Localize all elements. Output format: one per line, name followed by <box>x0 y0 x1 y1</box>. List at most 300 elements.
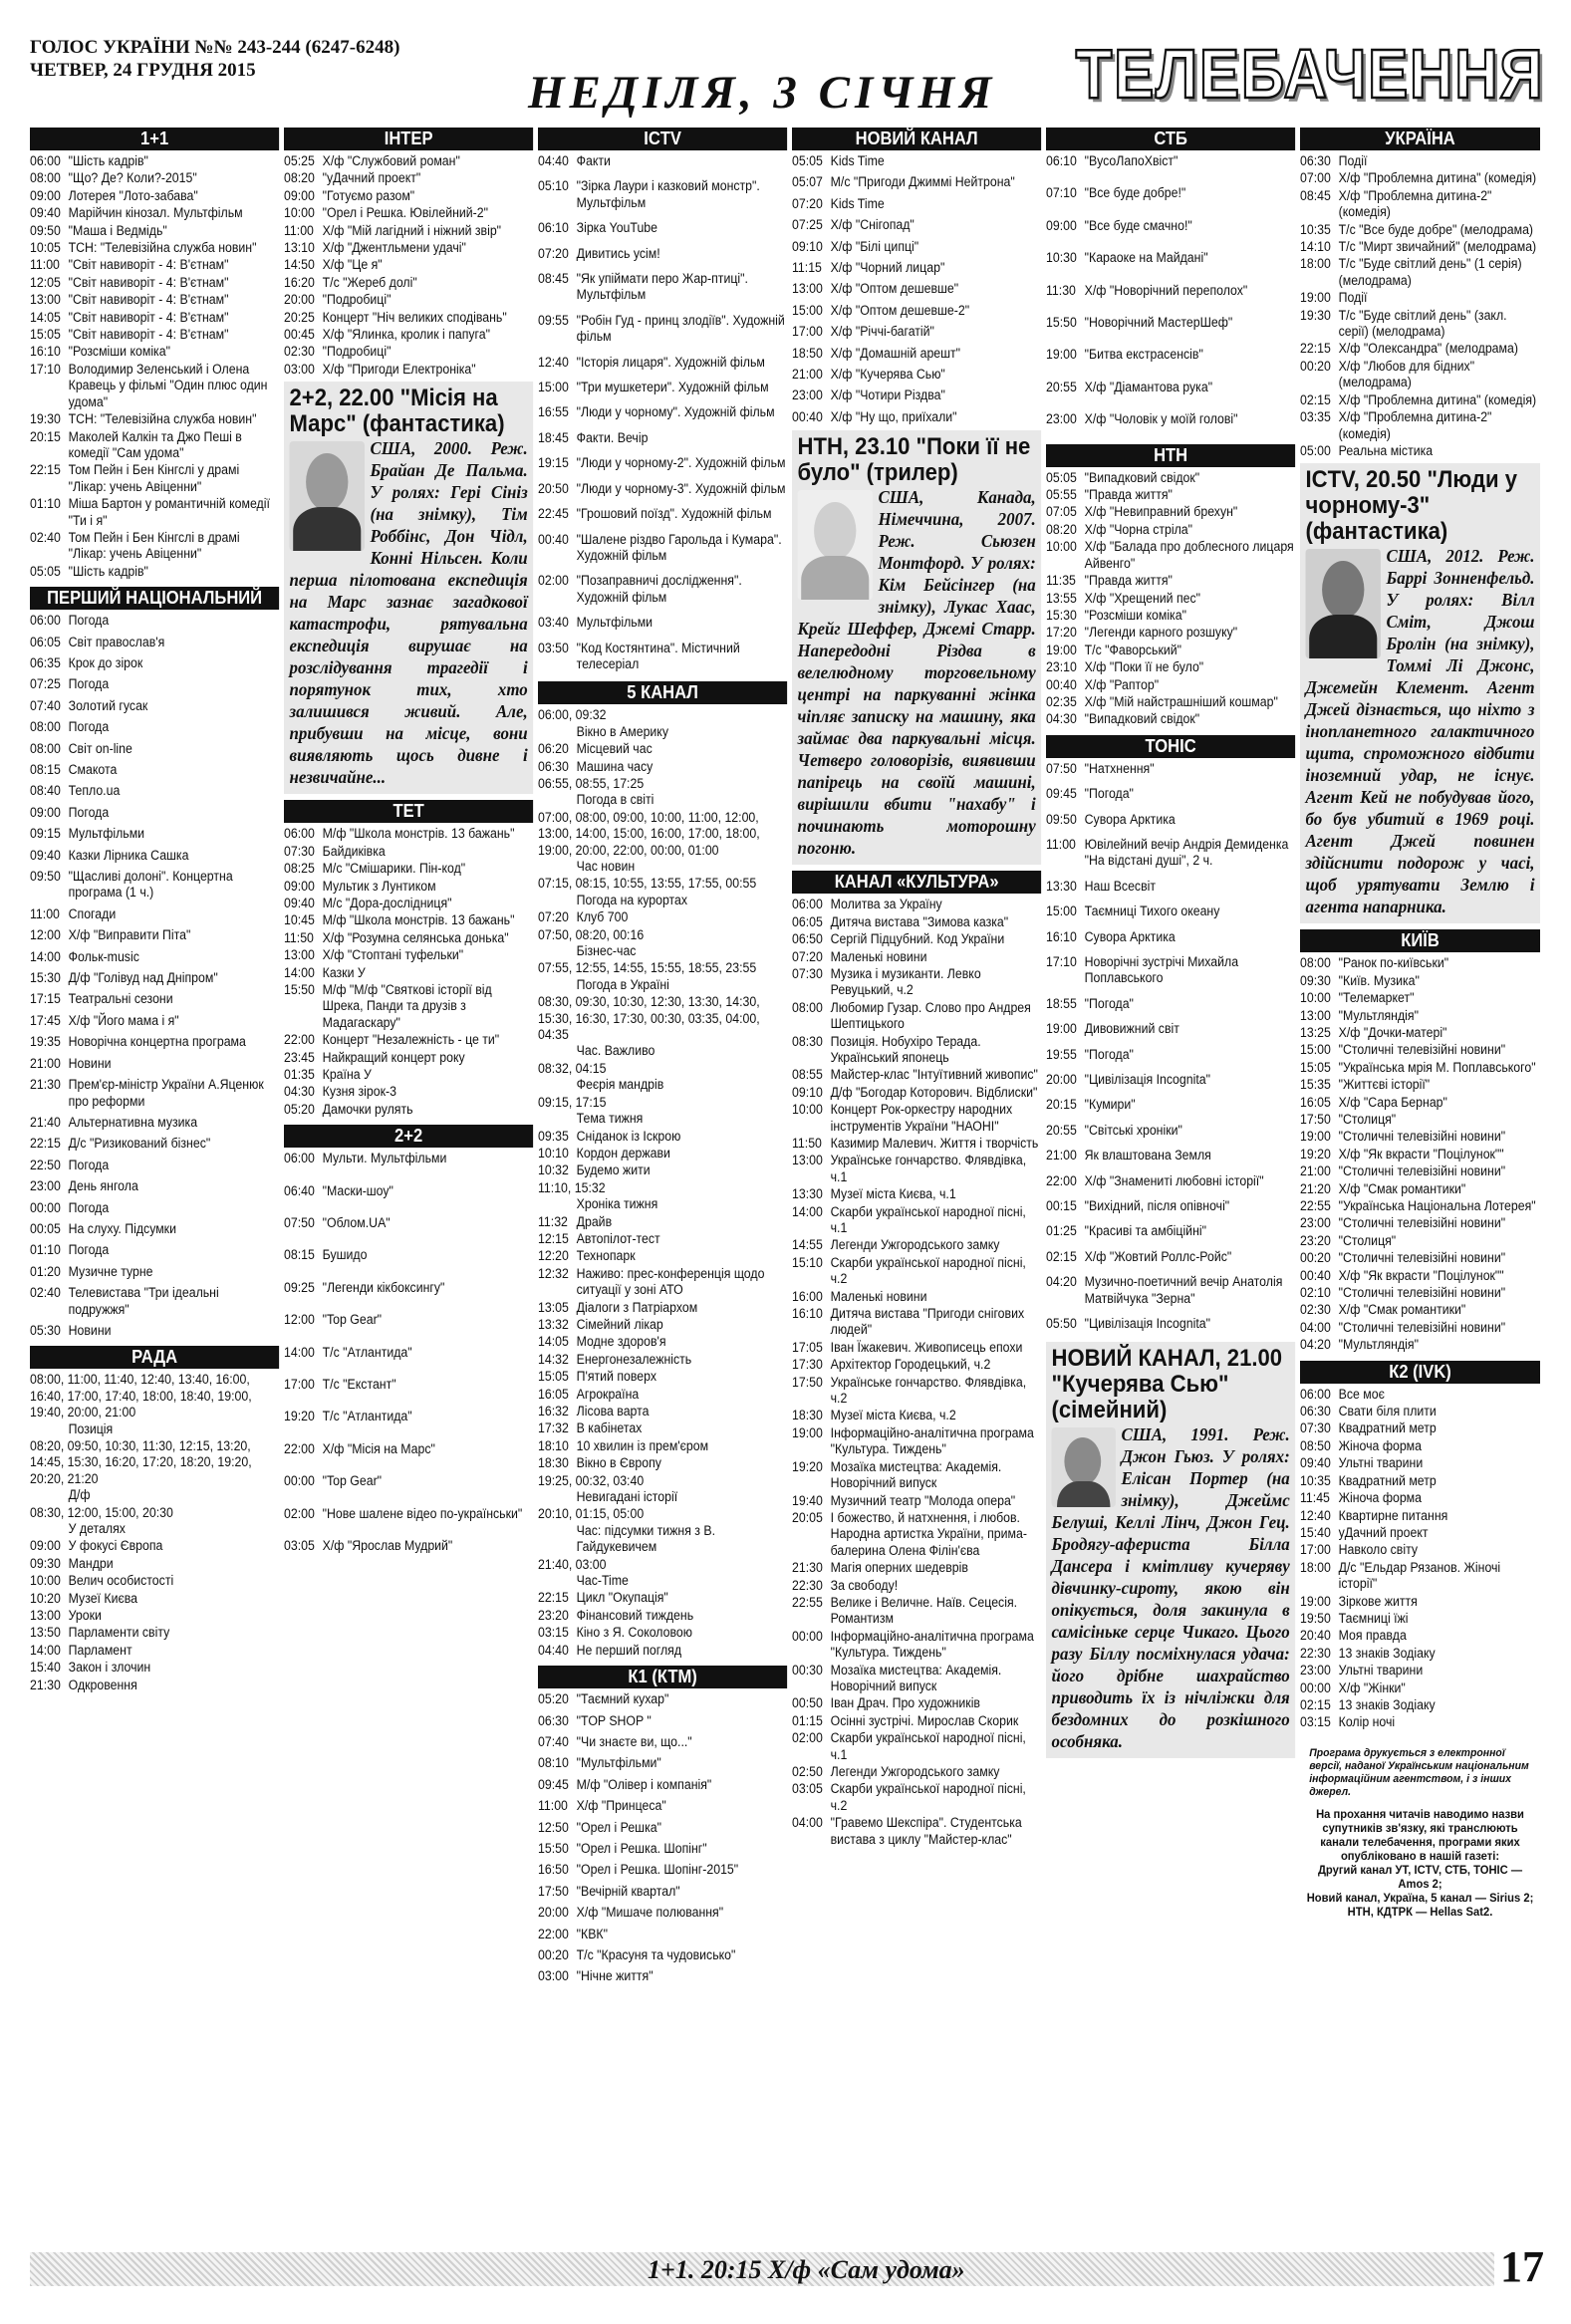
entry-title: Осінні зустрічі. Мирослав Скорик <box>830 1712 1019 1728</box>
schedule-entry <box>1046 879 1295 895</box>
entry-time: 21:00 <box>1046 1148 1077 1163</box>
entry-title: В кабінетах <box>576 1420 643 1436</box>
entry-title: Скарби української народної пісні, ч.1 <box>830 1730 1026 1762</box>
schedule-stb <box>1046 153 1295 428</box>
schedule-kultura <box>792 897 1041 1848</box>
entry-title: Х/ф "Дочки-матері" <box>1338 1024 1447 1040</box>
entry-time: 03:50 <box>538 640 569 655</box>
schedule-entry <box>538 1387 787 1403</box>
entry-title: Вікно в Америку <box>576 723 668 739</box>
schedule-entry <box>538 1420 787 1436</box>
entry-time: 08:20, 09:50, 10:30, 11:30, 12:15, 13:20, 14:45, 15:30, 16:20, 17:20, 18:20, 19:20, 20:20, 21:20 <box>30 1438 252 1486</box>
entry-title: Т/с "Буде світлий день" (1 серія) (мелодрама) <box>1338 256 1522 288</box>
entry-title: "Чи знаєте ви, що..." <box>576 1733 692 1749</box>
entry-title: "Люди у чорному". Художній фільм <box>576 404 775 420</box>
entry-time: 21:00 <box>792 367 823 383</box>
schedule-entry <box>792 1459 1041 1492</box>
schedule-entry <box>792 1375 1041 1408</box>
schedule-entry <box>1300 1542 1540 1558</box>
entry-title: І божество, й натхнення, і любов. Народна артистка України, прима-балерина Олена Філін'єва <box>830 1509 1027 1558</box>
entry-time: 23:00 <box>1300 1215 1331 1231</box>
schedule-entry <box>792 1186 1041 1202</box>
entry-title: Одкровення <box>68 1677 137 1692</box>
entry-time: 23:00 <box>30 1178 61 1194</box>
entry-time: 22:15 <box>30 1136 61 1152</box>
entry-time: 08:32, 04:15 <box>538 1060 607 1076</box>
entry-time: 17:05 <box>792 1339 823 1355</box>
entry-time: 22:55 <box>1300 1198 1331 1213</box>
entry-time: 07:00, 08:00, 09:00, 10:00, 11:00, 12:00, 13:00, 14:00, 15:00, 16:00, 17:00, 18:00, 19:00, 20:00, 22:00, 00:00, 01:00 <box>538 809 760 858</box>
schedule-entry <box>1300 409 1540 442</box>
film-box-men-in-black-3 <box>1300 463 1540 923</box>
channel-header-k1: К1 (КТМ) <box>538 1666 787 1688</box>
entry-time: 21:40 <box>30 1114 61 1130</box>
entry-time: 11:00 <box>30 905 60 921</box>
entry-title: Х/ф "Ялинка, кролик і папуга" <box>322 327 491 343</box>
schedule-entry <box>1046 315 1295 331</box>
entry-time: 20:40 <box>1300 1628 1331 1644</box>
entry-time: 13:00 <box>30 1608 61 1624</box>
entry-title: Таємниці Тихого океану <box>1084 904 1220 919</box>
schedule-entry <box>1300 1147 1540 1162</box>
entry-title: "Шість кадрів" <box>68 563 148 579</box>
entry-title: Д/с "Ризикований бізнес" <box>68 1136 211 1152</box>
entry-time: 00:00 <box>792 1628 823 1644</box>
entry-time: 16:05 <box>1300 1094 1331 1110</box>
entry-title: Мандри <box>68 1555 114 1571</box>
entry-title: Мозаїка мистецтва: Академія. Новорічний випуск <box>830 1458 1002 1491</box>
schedule-entry <box>1300 1042 1540 1058</box>
schedule-entry <box>538 1438 787 1454</box>
entry-title: "Правда життя" <box>1084 487 1173 503</box>
entry-title: Театральні сезони <box>68 991 173 1007</box>
entry-title: "Столичні телевізійні новини" <box>1338 1285 1506 1301</box>
entry-time: 07:20 <box>538 245 569 261</box>
actor-photo <box>1306 549 1381 658</box>
schedule-k2 <box>1300 1387 1540 1731</box>
schedule-inter <box>284 153 533 378</box>
schedule-entry <box>284 170 533 186</box>
channel-header-k2: К2 (IVK) <box>1300 1361 1540 1384</box>
film-box-kucheryava-syu <box>1046 1342 1295 1758</box>
entry-time: 00:20 <box>538 1946 569 1962</box>
entry-time: 00:00 <box>1300 1679 1331 1695</box>
entry-time: 16:32 <box>538 1404 569 1419</box>
entry-time: 19:50 <box>1300 1610 1331 1626</box>
entry-title: "Орел і Решка. Шопінг" <box>576 1840 707 1856</box>
entry-time: 07:40 <box>30 697 61 713</box>
entry-time: 15:10 <box>792 1254 823 1270</box>
entry-title: Іван Їжакевич. Живописець епохи <box>830 1339 1023 1355</box>
film-title: ICTV, 20.50 "Люди у чорному-3" (фантастика) <box>1305 466 1517 546</box>
schedule-entry <box>792 196 1041 212</box>
entry-time: 12:50 <box>538 1819 569 1835</box>
entry-title: Уроки <box>68 1608 102 1624</box>
schedule-entry <box>1300 256 1540 289</box>
schedule-entry <box>1046 504 1295 520</box>
schedule-entry <box>284 1084 533 1100</box>
entry-time: 01:35 <box>284 1066 315 1082</box>
entry-time: 10:00 <box>1046 539 1077 555</box>
schedule-entry <box>538 355 787 371</box>
entry-title: Міша Бартон у романтичній комедії "Ти і я" <box>68 496 270 528</box>
entry-time: 23:20 <box>1300 1232 1331 1248</box>
entry-title: Х/ф "Оптом дешевше-2" <box>830 302 970 318</box>
entry-title: Прем'єр-міністр України А.Яценюк про реформи <box>68 1077 264 1109</box>
schedule-entry <box>30 1264 279 1280</box>
schedule-2plus2 <box>284 1151 533 1554</box>
schedule-entry <box>538 960 787 993</box>
entry-title: Магія оперних шедеврів <box>830 1560 968 1576</box>
entry-time: 09:40 <box>284 895 315 910</box>
entry-time: 08:00, 11:00, 11:40, 12:40, 13:40, 16:00, 16:40, 17:00, 17:40, 18:00, 18:40, 19:00, 19:40, 20:00, 21:00 <box>30 1372 252 1420</box>
schedule-entry <box>284 1280 533 1296</box>
schedule-ukraina <box>1300 153 1540 459</box>
entry-title: Х/ф "Ярослав Мудрий" <box>322 1538 453 1554</box>
schedule-entry <box>284 1151 533 1166</box>
schedule-entry <box>1046 904 1295 919</box>
schedule-entry <box>792 1408 1041 1423</box>
schedule-entry <box>538 615 787 631</box>
schedule-entry <box>284 153 533 169</box>
entry-time: 09:00 <box>30 187 61 203</box>
entry-time: 06:55, 08:55, 17:25 <box>538 775 645 791</box>
schedule-entry <box>284 1067 533 1083</box>
entry-time: 11:30 <box>1046 282 1076 298</box>
satellite-note <box>1304 1807 1537 1919</box>
entry-title: Скарби української народної пісні, ч.1 <box>830 1203 1026 1235</box>
entry-time: 04:40 <box>538 1642 569 1658</box>
schedule-entry <box>792 1034 1041 1067</box>
entry-title: Будемо жити <box>576 1162 651 1178</box>
entry-title: "Українська Національна Лотерея" <box>1338 1198 1536 1213</box>
schedule-entry <box>538 1214 787 1230</box>
schedule-entry <box>1046 539 1295 572</box>
schedule-entry <box>792 1493 1041 1509</box>
entry-time: 09:45 <box>538 1776 569 1792</box>
entry-time: 06:30 <box>538 1712 569 1728</box>
schedule-entry <box>1300 1060 1540 1076</box>
entry-title: Навколо світу <box>1338 1542 1419 1558</box>
entry-title: "Маски-шоу" <box>322 1182 393 1198</box>
entry-title: У деталях <box>68 1521 126 1537</box>
schedule-entry <box>30 275 279 291</box>
schedule-entry <box>538 707 787 740</box>
schedule-entry <box>792 409 1041 425</box>
entry-time: 19:00 <box>1300 1593 1331 1609</box>
entry-title: "Легенди карного розшуку" <box>1084 625 1238 641</box>
entry-time: 18:00 <box>1300 256 1331 272</box>
entry-title: Фольк-music <box>68 948 139 964</box>
entry-title: Велич особистості <box>68 1573 174 1589</box>
entry-title: Кордон держави <box>576 1145 670 1161</box>
schedule-entry <box>538 1884 787 1900</box>
entry-title: Легенди Ужгородського замку <box>830 1237 1000 1253</box>
entry-time: 15:50 <box>284 981 315 997</box>
schedule-entry <box>792 966 1041 999</box>
entry-title: М/ф "Олівер і компанія" <box>576 1776 712 1792</box>
entry-title: Квадратний метр <box>1338 1420 1437 1436</box>
entry-time: 16:00 <box>792 1288 823 1304</box>
entry-title: Країна У <box>322 1066 372 1082</box>
schedule-entry <box>1046 996 1295 1012</box>
entry-title: "Погода" <box>1084 786 1134 802</box>
entry-title: "Шість кадрів" <box>68 153 148 168</box>
schedule-entry <box>1300 170 1540 186</box>
entry-title: Х/ф "Проблемна дитина" (комедія) <box>1338 170 1537 186</box>
schedule-entry <box>1300 1285 1540 1301</box>
entry-title: Погода в світі <box>576 792 655 808</box>
entry-title: Х/ф "Виправити Піта" <box>68 927 191 943</box>
schedule-entry <box>792 239 1041 255</box>
entry-time: 09:00 <box>284 878 315 894</box>
entry-time: 05:30 <box>30 1322 61 1338</box>
entry-time: 20:00 <box>1046 1072 1077 1088</box>
footer-teaser: 1+1. 20:15 Х/ф «Сам удома» <box>648 2255 965 2284</box>
entry-time: 06:00 <box>30 153 61 168</box>
schedule-entry <box>1300 1250 1540 1266</box>
entry-title: Сергій Підцубний. Код України <box>830 931 1005 947</box>
film-description: США, 2012. Реж. Баррі Зонненфельд. У ролях: Вілл Сміт, Джош Бролін (на знімку), Томмі Лі Джонс, Джемейн Клемент. Агент Джей дізнається, що ніхто з інопланетного галактичного щита, спроможного відбити іноземний удар, не існує. Агент Кей не побудував його, бо був убитий в 1969 році. Агент Джей повинен здійснити подорож у часі, щоб урятувати Землю і агента напарника. <box>1305 546 1535 917</box>
schedule-entry <box>30 1591 279 1607</box>
entry-time: 02:30 <box>1300 1302 1331 1318</box>
schedule-entry <box>284 275 533 291</box>
entry-time: 08:00 <box>30 170 61 186</box>
entry-time: 08:40 <box>30 783 61 799</box>
entry-time: 03:05 <box>284 1538 315 1554</box>
entry-time: 03:00 <box>538 1968 569 1984</box>
schedule-entry <box>538 430 787 446</box>
entry-time: 13:00 <box>1300 1007 1331 1023</box>
entry-time: 15:35 <box>1300 1077 1331 1093</box>
schedule-entry <box>1300 443 1540 459</box>
entry-time: 17:45 <box>30 1012 61 1028</box>
entry-time: 09:10 <box>792 1084 823 1100</box>
entry-title: Час: підсумки тижня з В. Гайдукевичем <box>576 1522 716 1555</box>
entry-title: Мультик з Лунтиком <box>322 878 436 894</box>
schedule-entry <box>30 240 279 256</box>
entry-title: "Подробиці" <box>322 292 392 308</box>
entry-title: Х/ф "Знаменитi любовні історії" <box>1084 1172 1264 1188</box>
schedule-entry <box>1300 1025 1540 1041</box>
schedule-entry <box>284 1345 533 1361</box>
schedule-entry <box>284 1441 533 1457</box>
entry-time: 03:40 <box>538 615 569 631</box>
schedule-entry <box>1046 1123 1295 1139</box>
entry-time: 09:45 <box>1046 786 1077 802</box>
entry-time: 19:00 <box>1046 1021 1077 1037</box>
entry-title: "Розсміши коміка" <box>1084 607 1186 623</box>
schedule-entry <box>284 912 533 928</box>
entry-time: 08:00 <box>792 999 823 1015</box>
entry-time: 06:30 <box>538 758 569 774</box>
entry-time: 00:20 <box>1300 358 1331 374</box>
channel-header-5kanal: 5 КАНАЛ <box>538 681 787 704</box>
schedule-entry <box>792 1340 1041 1356</box>
entry-title: На слуху. Підсумки <box>68 1220 176 1236</box>
entry-time: 18:55 <box>1046 995 1077 1011</box>
entry-title: Час. Важливо <box>576 1043 655 1059</box>
schedule-entry <box>30 991 279 1007</box>
entry-time: 09:40 <box>30 205 61 221</box>
entry-time: 06:35 <box>30 654 61 670</box>
entry-title: Любомир Гузар. Слово про Андрея Шептицького <box>830 999 1031 1032</box>
entry-title: Погода <box>68 676 110 692</box>
entry-time: 14:00 <box>284 1344 315 1360</box>
entry-time: 11:00 <box>1046 836 1076 852</box>
entry-time: 17:10 <box>30 361 61 377</box>
entry-title: Концерт "Ніч великих сподівань" <box>322 309 507 325</box>
schedule-entry <box>792 1560 1041 1576</box>
channel-header-2plus2: 2+2 <box>284 1125 533 1148</box>
entry-time: 02:15 <box>1300 391 1331 407</box>
entry-title: Х/ф "Невиправний брехун" <box>1084 504 1238 520</box>
schedule-entry <box>1046 812 1295 828</box>
entry-time: 15:40 <box>30 1660 61 1676</box>
schedule-entry <box>1300 1525 1540 1541</box>
entry-time: 06:30 <box>1300 1404 1331 1420</box>
entry-title: Х/ф "Службовий роман" <box>322 153 460 168</box>
schedule-entry <box>538 1061 787 1094</box>
entry-title: М/с "Смішарики. Пін-код" <box>322 861 466 877</box>
entry-title: М/с "Пригоди Джиммі Нейтрона" <box>830 174 1015 190</box>
entry-title: Ультні тварини <box>1338 1455 1424 1471</box>
entry-time: 10:30 <box>1046 250 1077 266</box>
entry-time: 22:15 <box>1300 341 1331 357</box>
schedule-entry <box>1300 290 1540 306</box>
entry-time: 16:10 <box>30 344 61 360</box>
entry-title: Моя правда <box>1338 1628 1407 1644</box>
entry-time: 07:20 <box>538 909 569 925</box>
entry-title: "Світ навиворіт - 4: В'єтнам" <box>68 309 229 325</box>
schedule-entry <box>538 404 787 420</box>
entry-title: Погода <box>68 1199 110 1215</box>
entry-time: 00:40 <box>1300 1267 1331 1283</box>
entry-time: 14:55 <box>792 1237 823 1253</box>
entry-time: 06:50 <box>792 931 823 947</box>
satellite-note-line: Новий канал, Україна, 5 канал — Sirius 2; <box>1306 1890 1534 1905</box>
schedule-entry <box>538 1968 787 1984</box>
schedule-entry <box>30 741 279 757</box>
entry-title: "Люди у чорному-2". Художній фільм <box>576 455 786 471</box>
entry-title: Погода <box>68 719 110 735</box>
entry-title: Факти <box>576 153 611 168</box>
schedule-entry <box>792 367 1041 383</box>
entry-time: 19:15 <box>538 455 569 471</box>
schedule-entry <box>30 1200 279 1216</box>
page-number: 17 <box>1500 2242 1544 2291</box>
entry-time: 22:30 <box>1300 1645 1331 1661</box>
schedule-entry <box>30 223 279 239</box>
entry-time: 19:20 <box>792 1458 823 1474</box>
entry-title: "Розсміши коміка" <box>68 344 170 360</box>
schedule-entry <box>30 1056 279 1072</box>
schedule-entry <box>30 1077 279 1110</box>
entry-time: 20:00 <box>538 1905 569 1921</box>
entry-time: 07:30 <box>284 843 315 859</box>
schedule-entry <box>1300 1268 1540 1284</box>
schedule-k1 <box>538 1691 787 1985</box>
entry-title: Позиція. Нобухіро Терада. Український японець <box>830 1033 981 1065</box>
entry-title: "Київ. Музика" <box>1338 972 1420 988</box>
entry-time: 08:10 <box>538 1755 569 1771</box>
entry-title: Казки Лірника Сашка <box>68 847 189 863</box>
entry-time: 19:20 <box>284 1409 315 1424</box>
entry-time: 22:50 <box>30 1157 61 1172</box>
entry-title: "Орел і Решка. Ювілейний-2" <box>322 205 488 221</box>
entry-title: "Світські хроніки" <box>1084 1122 1182 1138</box>
entry-title: Місцевий час <box>576 741 653 757</box>
schedule-entry <box>1046 470 1295 486</box>
entry-title: Х/ф "Балада про доблесного лицаря Айвенго" <box>1084 539 1294 571</box>
schedule-entry <box>30 205 279 221</box>
schedule-entry <box>1300 188 1540 221</box>
entry-time: 19:35 <box>30 1034 61 1050</box>
entry-title: Х/ф "Мій найстрашніший кошмар" <box>1084 693 1278 709</box>
entry-time: 20:55 <box>1046 1122 1077 1138</box>
entry-time: 06:10 <box>538 220 569 236</box>
entry-title: Т/с "Все буде добре" (мелодрама) <box>1338 221 1534 237</box>
schedule-entry <box>30 1438 279 1504</box>
entry-title: "Столичні телевізійні новини" <box>1338 1319 1506 1335</box>
schedule-entry <box>1300 1181 1540 1197</box>
entry-time: 09:00 <box>284 187 315 203</box>
schedule-entry <box>30 1323 279 1339</box>
schedule-entry <box>1300 1163 1540 1179</box>
entry-title: Х/ф "Кучерява Сью" <box>830 367 945 383</box>
entry-time: 09:25 <box>284 1279 315 1295</box>
schedule-entry <box>30 1372 279 1437</box>
schedule-tonis <box>1046 761 1295 1333</box>
schedule-entry <box>30 676 279 692</box>
entry-time: 11:50 <box>284 929 314 945</box>
entry-title: Скарби української народної пісні, ч.2 <box>830 1254 1026 1287</box>
entry-title: Х/ф "Смак романтики" <box>1338 1302 1466 1318</box>
schedule-entry <box>792 897 1041 912</box>
schedule-entry <box>538 481 787 497</box>
entry-title: "Столиця" <box>1338 1232 1397 1248</box>
entry-title: Х/ф "Це я" <box>322 257 383 273</box>
entry-title: "Нічне життя" <box>576 1968 654 1984</box>
schedule-entry <box>792 1815 1041 1848</box>
entry-time: 19:30 <box>1300 307 1331 323</box>
entry-time: 22:00 <box>284 1032 315 1048</box>
schedule-entry <box>792 1357 1041 1373</box>
schedule-entry <box>1046 954 1295 987</box>
schedule-entry <box>1300 955 1540 971</box>
entry-time: 00:05 <box>30 1220 61 1236</box>
schedule-entry <box>538 532 787 565</box>
entry-title: Час-Time <box>576 1573 629 1589</box>
schedule-entry <box>538 455 787 471</box>
schedule-entry <box>538 1266 787 1299</box>
schedule-entry <box>1300 1404 1540 1420</box>
entry-title: Х/ф "Жовтий Роллс-Ройс" <box>1084 1248 1232 1264</box>
entry-title: Скарби української народної пісні, ч.2 <box>830 1781 1026 1813</box>
entry-title: Факти. Вечір <box>576 429 649 445</box>
entry-time: 16:20 <box>284 274 315 290</box>
entry-title: "Українська мрія М. Поплавського" <box>1338 1059 1536 1075</box>
schedule-entry <box>538 1352 787 1368</box>
schedule-entry <box>30 1608 279 1624</box>
entry-title: "Погода" <box>1084 995 1134 1011</box>
schedule-entry <box>538 153 787 169</box>
entry-time: 08:00 <box>1300 955 1331 971</box>
entry-time: 15:30 <box>1046 607 1077 623</box>
entry-title: "Позаправничі дослідження". Художній фільм <box>576 573 742 605</box>
channel-header-ictv: ICTV <box>538 128 787 150</box>
entry-time: 20:55 <box>1046 379 1077 394</box>
